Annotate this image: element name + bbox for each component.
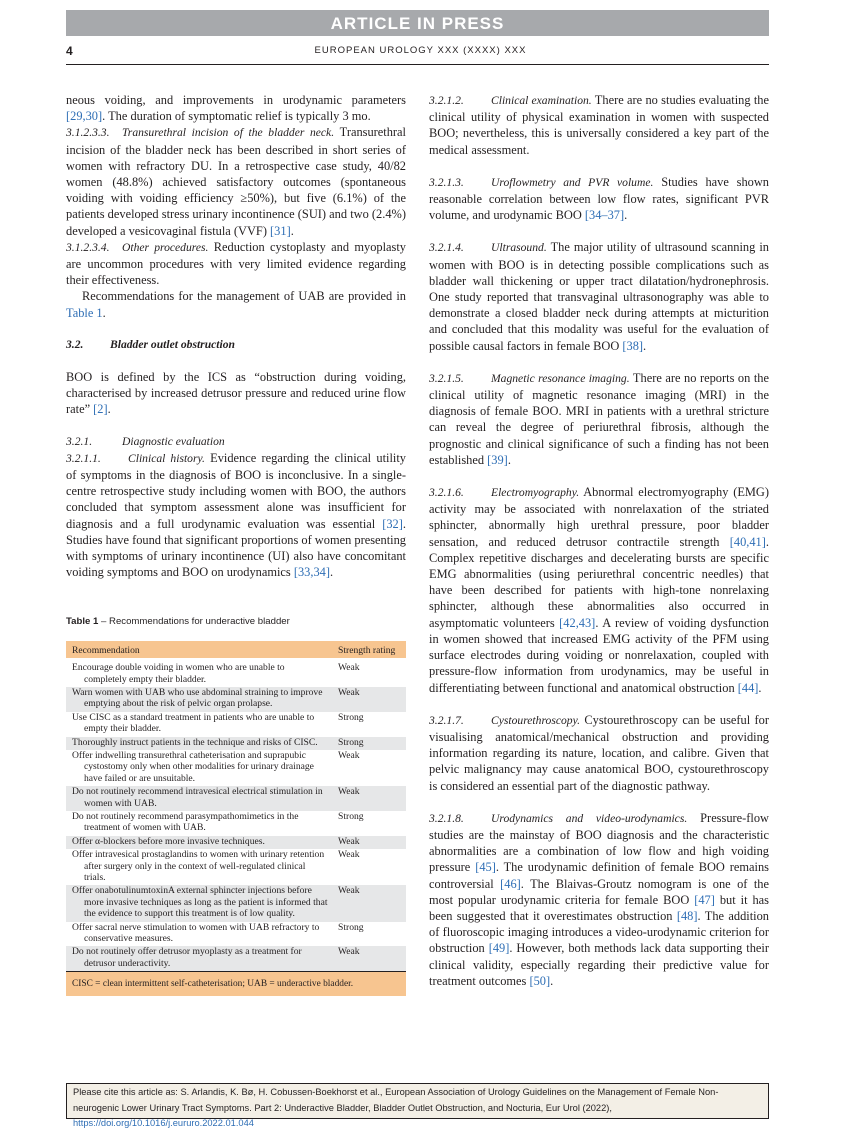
paragraph: 3.2.1.6. Electromyography. Abnormal electromyography (EMG) activity may be associated with nonrelaxation of the striated sphincter, abnormally high urethral pressure, poor bladder sensation, and reduced detrusor contractile strength [40,41]. Complex repetitive discharges and decelerating bursts are specific EMG abnormalities (using periurethral concentric needles) that have been described for patients with high-tone nonrelaxing sphincter, although these abnormalities also occurred in asymptomatic volunteers [42,43]. A review of voiding dysfunction in women showed that increased EMG activity of the PFM using surface electrodes during voiding or nonrelaxation, coupled with pressure-flow information from urodynamics, may be useful in differentiating between functional and anatomical obstruction [44]. <box>429 485 769 695</box>
page-number: 4 <box>66 44 73 58</box>
table-row: Offer intravesical prostaglandins to women with urinary retention after surgery only in the context of well-regulated clinical trials. Weak <box>72 849 360 883</box>
journal-running-head: EUROPEAN UROLOGY XXX (XXXX) XXX <box>314 45 527 56</box>
table-row: Thoroughly instruct patients in the technique and risks of CISC. Strong <box>66 737 406 750</box>
reference-link[interactable]: [38] <box>622 338 644 353</box>
reference-link[interactable]: [49] <box>488 941 510 956</box>
reference-link[interactable]: [32] <box>382 516 403 531</box>
reference-link[interactable]: [48] <box>676 908 698 923</box>
paragraph: 3.2.1.7. Cystourethroscopy. Cystourethroscopy can be useful for visualising anatomical/mechanical obstruction and providing information regarding its nature, location, and calibre. Given that pelvic malignancy may cause anatomical BOO, cystourethroscopy is considered an essential part of the diagnostic pathway. <box>429 712 769 793</box>
reference-link[interactable]: [42,43] <box>559 615 596 630</box>
table-link[interactable]: Table 1 <box>66 305 103 320</box>
reference-link[interactable]: [34–37] <box>584 208 625 223</box>
paragraph: Recommendations for the management of UAB are provided in Table 1. <box>66 289 406 320</box>
table-row: Offer sacral nerve stimulation to women with UAB refractory to conservative measures. Strong <box>72 921 364 945</box>
table-footnote: CISC = clean intermittent self-catheterisation; UAB = underactive bladder. <box>66 971 406 996</box>
paragraph: 3.2.1.1. Clinical history. Evidence regarding the clinical utility of symptoms in the diagnosis of BOO is inconclusive. In a single-centre retrospective study including women with BOO, the authors concluded that symptom assessment alone was insufficient for diagnosis and a full urodynamic evaluation was essential [32]. Studies have found that significant proportions of women presenting with symptoms of urinary incontinence (UI) also have concomitant voiding symptoms and BOO on urodynamics [33,34]. <box>66 450 406 580</box>
reference-link[interactable]: [44] <box>737 680 759 695</box>
reference-link[interactable]: [40,41] <box>729 534 766 549</box>
table-caption: Table 1 – Recommendations for underactive bladder <box>66 616 290 628</box>
reference-link[interactable]: [50] <box>529 973 551 988</box>
table-row: Warn women with UAB who use abdominal straining to improve emptying about the risk of pelvic organ prolapse. Weak <box>66 687 406 712</box>
table-row: Encourage double voiding in women who are unable to completely empty their bladder. Weak <box>72 662 360 685</box>
reference-link[interactable]: [31] <box>270 223 291 238</box>
column-header-strength: Strength rating <box>332 641 406 658</box>
table-row: Do not routinely recommend parasympathomimetics in the treatment of women with UAB. Strong <box>72 810 364 834</box>
table-row: Offer α-blockers before more invasive techniques. Weak <box>66 836 406 849</box>
reference-link[interactable]: [33,34] <box>293 565 330 580</box>
table-row: Offer indwelling transurethral catheterisation and suprapubic cystostomy only when other modalities for urinary drainage have failed or are unsuitable. Weak <box>72 749 360 784</box>
reference-link[interactable]: [46] <box>500 876 521 891</box>
reference-link[interactable]: [47] <box>694 892 715 907</box>
reference-link[interactable]: [2] <box>93 402 108 417</box>
citation-box: Please cite this article as: S. Arlandis, K. Bø, H. Cobussen-Boekhorst et al., European Association of Urology Guidelines on the Management of Female Non-neurogenic Lower Urinary Tract Symptoms. Part 2: Underactive Bladder, Bladder Outlet Obstruction, and Nocturia, Eur Urol (2022), https://doi.org/10.1016/j.eururo.2022.01.044 <box>66 1083 769 1119</box>
header-rule <box>66 64 769 65</box>
left-column <box>66 92 406 996</box>
paragraph: 3.2.1.4. Ultrasound. The major utility of ultrasound scanning in women with BOO is in detecting possible complications such as bladder wall thickening or upper tract dilatation/hydronephrosis. One study reported that transvaginal ultrasonography was able to demonstrate a closed bladder neck during attempts at micturition and concluded that this modality was useful for the evaluation of possible causal factors in female BOO [38]. <box>429 240 769 353</box>
paragraph: 3.2.1.3. Uroflowmetry and PVR volume. Studies have shown reasonable correlation between low flow rates, significant PVR volume, and urodynamic BOO [34–37]. <box>429 174 769 223</box>
reference-link[interactable]: [29,30] <box>66 109 103 124</box>
section-heading: 3.2. Bladder outlet obstruction <box>66 337 235 351</box>
reference-link[interactable]: [45] <box>475 860 496 875</box>
paragraph: 3.2.1.5. Magnetic resonance imaging. There are no reports on the clinical utility of magnetic resonance imaging (MRI) in the diagnosis of female BOO. MRI in patients with a urethral stricture can reveal the degree of periurethral fibrosis, although the prognostic and clinical significance of such a finding has not been established [39]. <box>429 370 770 467</box>
table-row: Use CISC as a standard treatment in patients who are unable to empty their bladder. Strong <box>72 711 364 735</box>
right-column <box>429 92 769 989</box>
paragraph: BOO is defined by the ICS as “obstruction during voiding, characterised by increased detrusor pressure and reduced urine flow rate” [2]. <box>66 370 406 417</box>
article-in-press-banner: ARTICLE IN PRESS <box>66 10 769 36</box>
paragraph: 3.2.1.8. Urodynamics and video-urodynamics. Pressure-flow studies are the mainstay of BOO diagnosis and the characteristic abnormalities are a combination of low flow and high voiding pressure [45]. The urodynamic definition of female BOO remains controversial [46]. The Blaivas-Groutz nomogram is one of the most popular urodynamic criteria for female BOO [47] but it has been suggested that it overestimates obstruction [48]. The addition of fluoroscopic imaging introduces a video-urodynamic criterion for obstruction [49]. However, both methods lack data supporting their clinical validity, especially regarding their predictive value for treatment outcomes [50]. <box>429 810 769 988</box>
doi-link[interactable]: https://doi.org/10.1016/j.eururo.2022.01.044 <box>73 1118 254 1128</box>
paragraph: 3.1.2.3.4. Other procedures. Reduction cystoplasty and myoplasty are uncommon procedures with very limited evidence regarding their effectiveness. <box>66 239 406 288</box>
table-row: Do not routinely offer detrusor myoplasty as a treatment for detrusor underactivity. Weak <box>66 946 406 971</box>
table-row: Do not routinely recommend intravesical electrical stimulation in women with UAB. Weak <box>66 786 406 811</box>
reference-link[interactable]: [39] <box>487 452 508 467</box>
column-header-recommendation: Recommendation <box>66 641 332 658</box>
paragraph: 3.1.2.3.3. Transurethral incision of the bladder neck. Transurethral incision of the bladder neck has been described in short series of women with refractory DU. In a retrospective case study, 40/82 women (48.8%) achieved satisfactory outcomes (spontaneous voiding with voiding efficiency ≥50%), but five (6.1%) of the patients developed stress urinary incontinence (SUI) and two (2.4%) developed a vesicovaginal fistula (VVF) [31]. <box>66 125 406 238</box>
recommendations-table <box>66 641 406 972</box>
subsection-heading: 3.2.1. Diagnostic evaluation <box>66 434 225 448</box>
table-row: Offer onabotulinumtoxinA external sphincter injections before more invasive techniques as long as the patient is informed that the evidence to support this treatment is of low quality. Weak <box>66 885 406 921</box>
paragraph: 3.2.1.2. Clinical examination. There are no studies evaluating the clinical utility of physical examination in women with suspected BOO; nevertheless, this is universally considered a key part of the medical assessment. <box>429 93 770 157</box>
paragraph: neous voiding, and improvements in urodynamic parameters [29,30]. The duration of symptomatic relief is typically 3 mo. <box>66 93 406 124</box>
